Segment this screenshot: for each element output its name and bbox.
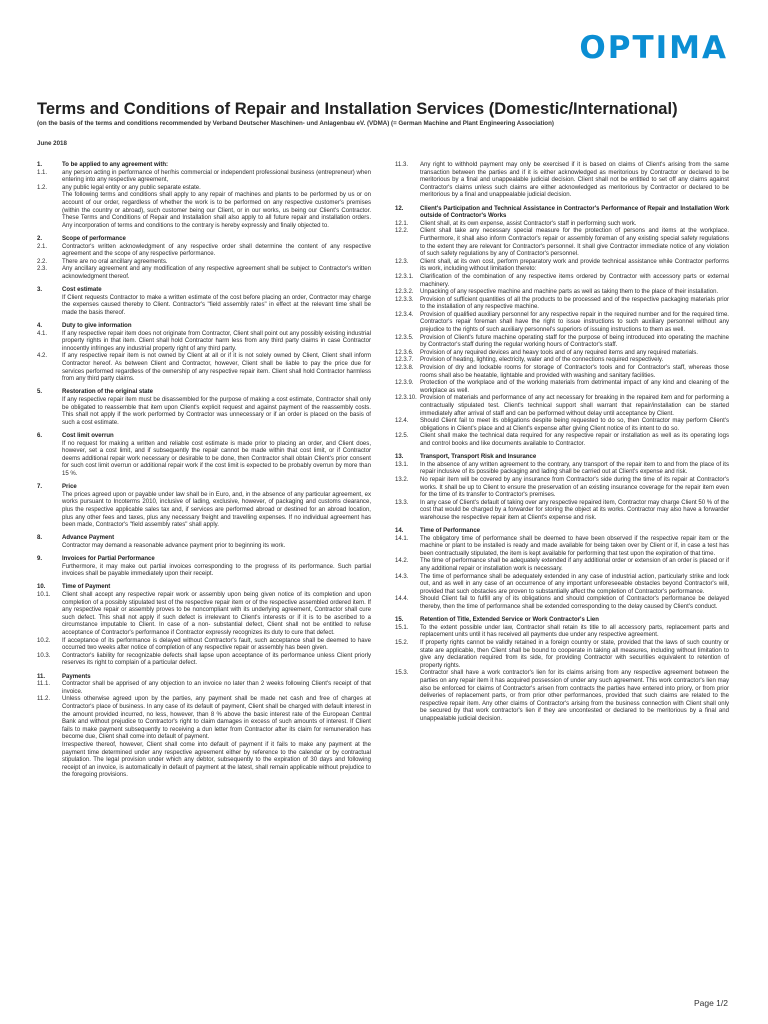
clause — [37, 696, 371, 742]
section-title: Restoration of the original state — [62, 389, 154, 396]
clause-text: Contractor shall have a work contractor's lien for its claims arising from any respective agreement between the parties on any repair item it has acquired possession of under any such agreement. This work contractor's lien may also be enforced for claims of Contractor's arisen from contracts the parties have entered into priory, or from prior deliveries of replacement parts, or from prior other performances, provided that such claims are related to the respective repair item. Any other claims of Contractor's arising from the business connection with Client shall only be secured by that work contractor's lien if they are uncontested or declared to be meritorious by a final and unappealable judicial decision. — [420, 670, 729, 722]
section-heading — [37, 535, 371, 543]
section-heading — [37, 287, 371, 295]
section-title: Client's Participation and Technical Assistance in Contractor's Performance of Repair and Installation Work outside of Contractor's Works — [420, 205, 729, 220]
clause — [395, 536, 729, 559]
terms-section — [37, 433, 371, 479]
clause — [395, 228, 729, 258]
clause-number: 12.5. — [395, 433, 409, 440]
terms-section — [37, 674, 371, 780]
clause-number — [37, 192, 62, 230]
section-heading — [37, 584, 371, 592]
page-number: Page 1/2 — [693, 998, 728, 1008]
section-heading — [395, 617, 729, 625]
clause — [37, 266, 371, 281]
clause — [395, 274, 729, 289]
clause-number: 15.3. — [395, 670, 409, 677]
section-heading — [37, 556, 371, 564]
clause-number: 1.2. — [37, 184, 48, 191]
clause-text: Provision of any required devices and heavy tools and of any required items and any required materials. — [420, 349, 698, 356]
clause-text: If any respective repair item does not originate from Contractor, Client shall point out any possibly existing industrial property rights in that item. Client shall hold Contractor harm less from any third party claims in case Contractor innocently infringes any industrial property right of any third party. — [62, 330, 371, 352]
clause — [37, 331, 371, 354]
terms-section — [395, 617, 729, 723]
clause-number: 12.3.5. — [395, 334, 414, 341]
optima-logo: OPTIMA — [579, 30, 728, 66]
clause-text: Contractor shall be apprised of any objection to an invoice no later than 2 weeks following Client's receipt of that invoice. — [62, 681, 371, 695]
clause — [395, 558, 729, 573]
section-heading — [37, 162, 371, 170]
clause-text: To the extent possible under law, Contractor shall retain its title to all accessory parts, replacement parts and replacement units until it has received all payments due under any respective agreement. — [420, 624, 729, 639]
section-title: Time of Payment — [62, 584, 111, 591]
clause-text: Provision of materials and performance of any act necessary for breaking in the repaired item and for performing a contractually stipulated test. Client's technical support shall warrant that repair/installation can be started immediately after arrival of staff and can be performed without delay until acceptance by Client. — [420, 395, 729, 417]
section-number: 14. — [395, 528, 404, 535]
clause-text: Irrespective thereof, however, Client shall come into default of payment if it fails to make any payment at the payment time determined under any respective agreement either by reference to the calendar or by contractual stipulation. The legal provision under which any debtor, subsequently to the expiration of 30 days and following receipt of an invoice, is automatically in default of payment at the latest, shall remain applicable without prejudice to the foregoing provisions. — [62, 741, 371, 779]
clause — [37, 244, 371, 259]
right-column — [395, 162, 729, 729]
clause-number: 12.3.9. — [395, 380, 414, 387]
clause — [37, 192, 371, 230]
document-date: June 2018 — [37, 140, 67, 147]
section-heading — [395, 454, 729, 462]
clause — [395, 259, 729, 274]
clause — [395, 462, 729, 477]
clause-number: 2.2. — [37, 258, 48, 265]
section-title: Cost estimate — [62, 287, 102, 294]
clause — [395, 221, 729, 229]
clause-number — [37, 441, 62, 479]
clause-number: 14.4. — [395, 596, 409, 603]
clause — [37, 653, 371, 668]
clause — [395, 380, 729, 395]
document-title: Terms and Conditions of Repair and Installation Services (Domestic/International) — [37, 100, 678, 118]
clause — [37, 353, 371, 383]
section-number: 6. — [37, 432, 43, 439]
section-heading — [37, 433, 371, 441]
clause-number: 10.1. — [37, 592, 51, 599]
clause-number: 15.2. — [395, 640, 409, 646]
clause-number: 12.3.7. — [395, 357, 414, 364]
section-number: 11. — [37, 673, 46, 680]
clause — [37, 259, 371, 267]
clause-text: Unpacking of any respective machine and machine parts as well as taking them to the place of their installation. — [420, 289, 719, 296]
clause-number: 12.3.2. — [395, 289, 414, 296]
clause-text: Any right to withhold payment may only be exercised if it is based on claims of Client's arising from the same transaction between the parties and if it is either acknowledged as meritorious by Contractor or declared to be meritorious by a final and unappealable judicial decision. Client shall not be entitled to set off any claims against Contractor's claims unless such claims are either acknowledged as meritorious by Contractor or declared to be meritorious by a final and unappealable judicial decision. — [420, 162, 729, 199]
clause-number: 14.3. — [395, 573, 409, 580]
clause — [395, 335, 729, 350]
clause — [395, 162, 729, 200]
clause-number: 11.2. — [37, 696, 50, 703]
clause-text: Contractor's liability for recognizable defects shall lapse upon acceptance of its performance unless Client priorly reserves its right to complain of a particular defect. — [62, 652, 371, 667]
section-title: Invoices for Partial Performance — [62, 556, 155, 563]
clause — [395, 670, 729, 723]
clause-number: 12.4. — [395, 418, 409, 425]
clause-number — [37, 742, 62, 780]
section-number: 5. — [37, 389, 43, 396]
clause — [37, 681, 371, 696]
clause-number — [37, 397, 62, 427]
section-heading — [37, 674, 371, 682]
section-title: Time of Performance — [420, 528, 481, 535]
clause-number: 12.3.4. — [395, 311, 414, 318]
clause-number: 12.2. — [395, 228, 409, 235]
clause — [37, 592, 371, 638]
clause — [37, 397, 371, 427]
section-number: 10. — [37, 584, 46, 591]
clause — [395, 312, 729, 335]
clause-number: 2.1. — [37, 243, 48, 250]
terms-section — [37, 287, 371, 317]
clause — [395, 500, 729, 523]
clause — [37, 185, 371, 193]
clause — [37, 543, 371, 551]
clause — [395, 433, 729, 448]
clause-text: Should Client fail to meet its obligations despite being requested to do so, then Contractor may perform Client's obligations in Client's place and at Client's expense after giving Client notice of its intent to do so. — [420, 418, 729, 432]
section-title: Price — [62, 484, 77, 491]
terms-section — [37, 323, 371, 384]
clause-number: 12.3.8. — [395, 365, 414, 372]
clause-number: 4.1. — [37, 330, 48, 337]
clause-text: The prices agreed upon or payable under law shall be in Euro, and, in the absence of any particular agreement, ex works pursuant to Incoterms 2010, inclusive of lading, exclusive, however, of packaging and customs clearance, plus the respective applicable sales tax and, if services are performed abroad or destined for an abroad location, plus any other fees and taxes, plus any necessary freight and travelling expenses. If no individual agreement has been made, Contractor's "field assembly rates" shall apply. — [62, 491, 371, 529]
clause — [395, 350, 729, 358]
clause-text: Clarification of the combination of any respective items ordered by Contractor with accessory parts or external machinery. — [420, 273, 729, 288]
clause-text: Protection of the workplace and of the working materials from detrimental impact of any kind and cleaning of the workplace as well. — [420, 380, 729, 394]
clause-text: In any case of Client's default of taking over any respective repaired item, Contractor may charge Client 50 % of the cost that would be charged by a forwarder for storing the object at its works. Contractor may also have a forwarder warehouse the respective repair item at Client's expense and risk. — [420, 499, 729, 521]
clause — [37, 564, 371, 579]
terms-section — [37, 556, 371, 579]
clause-number: 2.3. — [37, 266, 48, 273]
clause-text: Provision of Client's future machine operating staff for the purpose of being introduced into operating the machine by Contractor's staff during the regular working hours of Contractor's staff. — [420, 334, 729, 349]
section-title: Cost limit overrun — [62, 432, 114, 439]
clause-text: Client shall, at its own cost, perform preparatory work and provide technical assistance while Contractor performs its work, including without limitation thereto: — [420, 258, 729, 273]
section-number: 9. — [37, 556, 43, 563]
clause-text: In the absence of any written agreement to the contrary, any transport of the repair item to and from the place of its repair inclusive of its possible packaging and lading shall be carried out at Client's expense and risk. — [420, 461, 729, 476]
clause-text: Client shall make the technical data required for any respective repair or installation as well as its operating logs and control books and like documents available to Contractor. — [420, 433, 729, 447]
clause-text: Provision of dry and lockable rooms for storage of Contractor's tools and for Contractor's staff, whereas those rooms shall also be heatable, lightable and provided with washing and sanitary facilities. — [420, 365, 729, 379]
clause-text: The obligatory time of performance shall be deemed to have been observed if the respective repair item or the machine or plant to be installed is ready and made available for being taken over by Client or if, in case a test has been contractually stipulated, the item is kept available for performing that test upon the expiration of that time. — [420, 535, 729, 557]
section-heading — [37, 236, 371, 244]
clause — [395, 357, 729, 365]
section-number: 3. — [37, 287, 43, 294]
clause-number: 4.2. — [37, 353, 48, 360]
clause-text: Provision of qualified auxiliary personnel for any respective repair in the required number and for the required time. Contractor's repair foreman shall have the right to issue instructions to such auxiliary personnel without any prejudice to the rights of such auxiliary personnel's superiors of issuing instructions to them as well. — [420, 311, 729, 334]
terms-section — [37, 162, 371, 230]
section-number: 15. — [395, 617, 404, 624]
terms-section — [37, 389, 371, 427]
terms-section — [37, 484, 371, 530]
clause-text: The time of performance shall be adequately extended in any case of industrial action, particularly strike and lock out, and as well in any case of an occurrence of any important unforeseeable obstacles beyond Contractor's will, provided that such obstacles are proven to substantially affect the completion of Contractor's performance. — [420, 573, 729, 595]
clause-number: 13.2. — [395, 476, 409, 483]
section-number: 13. — [395, 454, 404, 461]
clause — [395, 640, 729, 670]
clause-number: 13.1. — [395, 461, 409, 468]
clause-number: 10.2. — [37, 637, 51, 644]
clause-text: Provision of heating, lighting, electricity, water and of the connections required respectively. — [420, 357, 664, 364]
clause-text: Client shall accept any respective repair work or assembly upon being given notice of its completion and upon completion of a possibly stipulated test of the respective repair item or of the respective assembled ordered item. If any respective repair or assembly proves to be noncompliant with its underlying agreement, Contractor shall cure such defect. This shall not apply if such defect is irrelevant to Client's interests or if it is to be ascribed to a circumstance imputable to Client. In case of a non- substantial defect, Client shall not be entitled to refuse acceptance of Contractor's performance if Contractor expressly recognizes its duty to cure that defect. — [62, 592, 371, 636]
section-number: 4. — [37, 323, 43, 330]
section-title: Retention of Title, Extended Service or Work Contractor's Lien — [420, 617, 599, 624]
clause-text: Unless otherwise agreed upon by the parties, any payment shall be made net cash and free of charges at Contractor's place of business. In any case of its default of payment, Client shall be charged with default interest in the amount provided incurred, no less, however, than 8 % above the basic interest rate of the European Central Bank and without prejudice to Contractor's right to claim damages in excess of such amounts of interest. If Client fails to make payment subsequently to receiving a dun letter from Contractor after its claim for remuneration has become due, Client shall come into default of payment. — [62, 696, 371, 741]
section-number: 1. — [37, 162, 43, 168]
section-heading — [37, 484, 371, 492]
section-number: 12. — [395, 205, 404, 212]
clause-text: any public legal entity or any public separate estate. — [62, 184, 201, 191]
section-title: Scope of performance — [62, 235, 126, 242]
clause-text: No repair item will be covered by any insurance from Contractor's side during the time of its repair at Contractor's works. It shall be up to Client to ensure the preservation of an existing insurance coverage for the repair item even for the time of its transfer to Contractor's premises. — [420, 476, 729, 499]
clause-text: Client shall take any necessary special measure for the protection of persons and items at the workplace. Furthermore, it shall also inform Contractor's repair or assembly foreman of any existing special safety regulations to the extent they are relevant for Contractor's personnel. It shall give Contractor immediate notice of any violation of such safety regulations by any of Contractor's personnel. — [420, 228, 729, 258]
clause-text: If property rights cannot be validly retained in a foreign country or state, provided that the laws of such country or state are applicable, then Client shall be bound to cooperate in taking all measures, including without limitation to give any declaration required from its side, for providing Contractor with securities equivalent to retention of property rights. — [420, 640, 729, 669]
clause — [37, 742, 371, 780]
section-title: To be applied to any agreement with: — [62, 162, 169, 168]
clause-number: 12.3. — [395, 258, 409, 265]
clause-number — [37, 543, 62, 551]
section-heading — [37, 323, 371, 331]
section-heading — [395, 528, 729, 536]
terms-section — [37, 584, 371, 668]
clause-text: Furthermore, it may make out partial invoices corresponding to the progress of its performance. Such partial invoices shall be payable immediately upon their receipt. — [62, 563, 371, 578]
clause-text: The following terms and conditions shall apply to any repair of machines and plants to be performed by us or on account of our order, regardless of whether the work is to be performed on any respective customer's premises (within the country or abroad), such customer being our Client, or in our works, us being our Client's Contractor. These Terms and Conditions of Repair and Installation shall also apply to all future repair and installation orders. Any incorporation of terms and conditions to the contrary is hereby expressly and finally objected to. — [62, 192, 371, 229]
section-number: 7. — [37, 484, 43, 491]
clause-text: Contractor's written acknowledgment of any respective order shall determine the content of any respective agreement and the scope of any respective performance. — [62, 243, 371, 258]
clause-number — [37, 564, 62, 579]
clause-number: 1.1. — [37, 169, 48, 176]
section-title: Payments — [62, 673, 91, 680]
section-heading — [395, 206, 729, 221]
clause-number: 11.1. — [37, 681, 50, 688]
clause-text: If no request for making a written and reliable cost estimate is made prior to placing an order, and Client does, however, set a cost limit, and if subsequently the repair cannot be made within that cost limit, or if Contractor deems additional repair work necessary or desirable to be done, then Contractor shall obtain Client's prior consent for such cost limit overrun or additional repair work if the cost limit is expected to be probably overrun by more than 15 %. — [62, 440, 371, 477]
terms-section — [395, 162, 729, 200]
clause — [395, 596, 729, 611]
section-heading — [37, 389, 371, 397]
clause-text: any person acting in performance of her/his commercial or independent professional business (entrepreneur) when entering into any respective agreement, — [62, 169, 371, 184]
clause-text: If acceptance of its performance is delayed without Contractor's fault, such acceptance shall be deemed to have occurred two weeks after notice of completion of any respective repair or assembly has been given. — [62, 637, 371, 652]
terms-section — [37, 236, 371, 282]
clause — [395, 395, 729, 418]
clause — [37, 170, 371, 185]
clause-number: 13.3. — [395, 499, 409, 506]
clause — [395, 289, 729, 297]
section-number: 2. — [37, 235, 43, 242]
clause-text: If any respective repair item must be disassembled for the purpose of making a cost estimate, Contractor shall only be obligated to reassemble that item upon Client's explicit request and against payment of the reassembly costs. This shall not apply if the work performed by Contractor was unnecessary or if an order is placed on the basis of such a cost estimate. — [62, 397, 371, 426]
clause — [395, 365, 729, 380]
clause-text: Provision of sufficient quantities of all the products to be processed and of the respective packaging materials prior to the installation of any respective machine. — [420, 296, 729, 311]
clause-text: Client shall, at its own expense, assist Contractor's staff in performing such work. — [420, 220, 637, 227]
clause-number: 10.3. — [37, 652, 51, 659]
terms-section — [37, 535, 371, 550]
clause-text: If any respective repair item is not owned by Client at all or if it is not solely owned by Client, Client shall inform Contractor hereof. As between Client and Contractor, however, Client shall be liable to pay the price due for services performed regardless of the ownership of any respective repair item. Client shall hold Contractor harmless from any third party claims. — [62, 353, 371, 383]
section-title: Duty to give information — [62, 323, 132, 330]
clause — [37, 295, 371, 318]
clause-text: Contractor may demand a reasonable advance payment prior to beginning its work. — [62, 542, 286, 549]
clause-number: 14.2. — [395, 558, 409, 565]
section-number: 8. — [37, 535, 43, 542]
clause-number: 11.3. — [395, 162, 408, 168]
clause-text: Any ancillary agreement and any modification of any respective agreement shall be subject to Contractor's written acknowledgment thereof. — [62, 266, 371, 280]
clause — [37, 441, 371, 479]
clause — [395, 574, 729, 597]
clause — [395, 625, 729, 640]
document-subtitle: (on the basis of the terms and conditions recommended by Verband Deutscher Maschinen- und Anlagenbau eV. (VDMA) (= German Machine and Plant Engineering Association) — [37, 120, 554, 127]
clause-number: 12.3.3. — [395, 296, 414, 303]
clause-number: 14.1. — [395, 535, 409, 542]
clause-number: 12.1. — [395, 220, 409, 227]
clause-text: There are no oral ancillary agreements. — [62, 258, 168, 265]
clause-text: The time of performance shall be adequately extended if any additional order or extension of an order is placed or if any additional repair or installation work is necessary. — [420, 558, 729, 573]
clause-text: If Client requests Contractor to make a written estimate of the cost before placing an order, Contractor may charge the expenses caused thereby to Client. Contractor's "field assembly rates" in effect at the relevant time shall be made the basis thereof. — [62, 294, 371, 316]
clause-number: 12.3.1. — [395, 273, 414, 280]
clause-number: 12.3.10. — [395, 395, 417, 402]
left-column — [37, 162, 371, 785]
clause-number — [37, 492, 62, 530]
clause — [395, 418, 729, 433]
section-title: Transport, Transport Risk and Insurance — [420, 454, 537, 461]
clause-number — [37, 295, 62, 318]
clause — [37, 492, 371, 530]
terms-section — [395, 454, 729, 522]
clause-number: 15.1. — [395, 624, 409, 631]
section-title: Advance Payment — [62, 535, 115, 542]
terms-section — [395, 528, 729, 612]
clause — [395, 297, 729, 312]
clause-text: Should Client fail to fulfill any of its obligations and should completion of Contractor's performance be delayed thereby, then the time of performance shall be extended corresponding to the delay caused by Client's conduct. — [420, 596, 729, 611]
terms-section — [395, 206, 729, 449]
clause — [37, 638, 371, 653]
clause — [395, 477, 729, 500]
clause-number: 12.3.6. — [395, 349, 414, 356]
